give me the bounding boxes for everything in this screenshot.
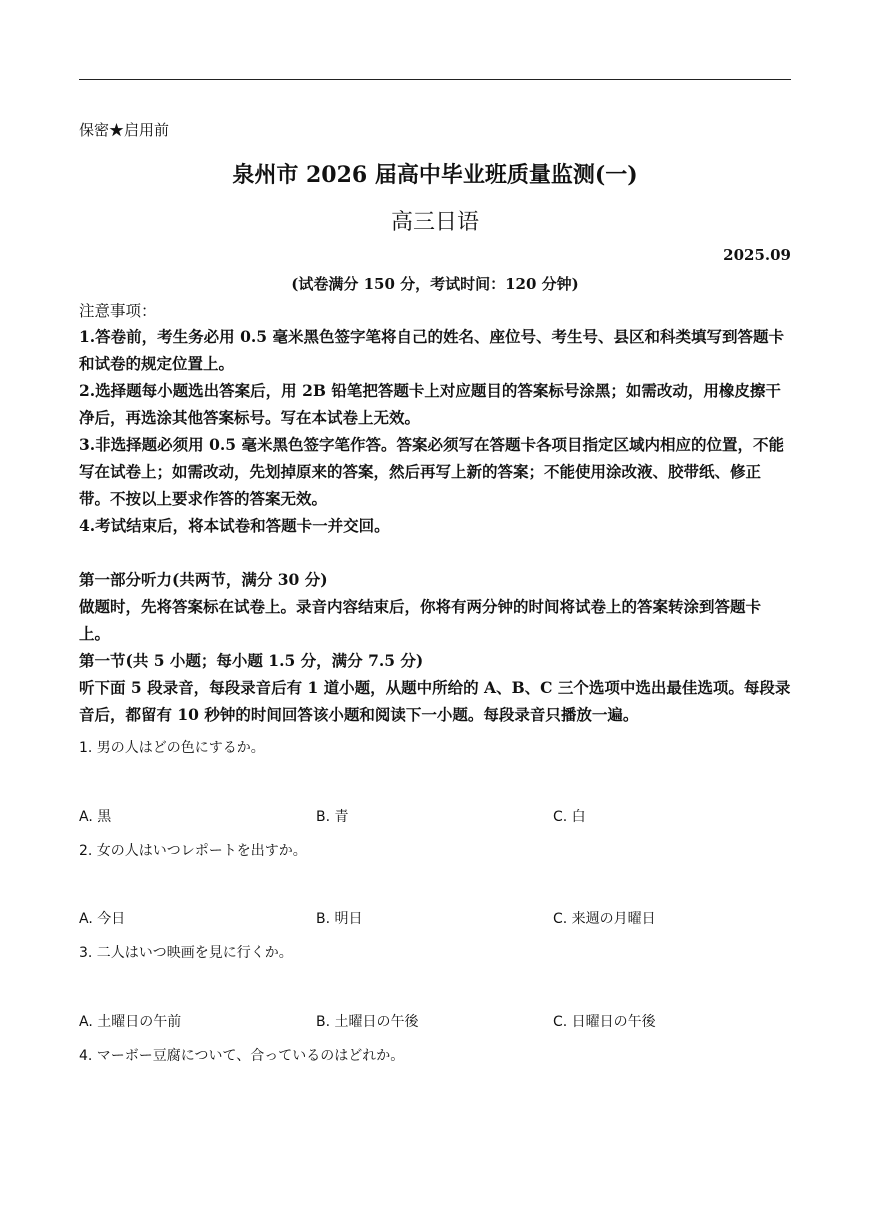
notice-list xyxy=(79,323,791,539)
question-2-option-b: B. 明日 xyxy=(316,911,363,927)
section-title: 第一节(共 5 小题；每小题 1.5 分，满分 7.5 分) xyxy=(79,651,424,670)
notice-item: 1.答卷前，考生务必用 0.5 毫米黑色签字笔将自己的姓名、座位号、考生号、县区和科类填写到答题卡和试卷的规定位置上。 xyxy=(79,327,784,373)
confidential-label: 保密★启用前 xyxy=(79,121,170,139)
header-rule xyxy=(79,79,791,80)
exam-subject: 高三日语 xyxy=(390,210,479,235)
question-1-option-b: B. 青 xyxy=(316,809,349,825)
notice-item: 2.选择题每小题选出答案后，用 2B 铅笔把答题卡上对应题目的答案标号涂黑；如需改动，用橡皮擦干净后，再选涂其他答案标号。写在本试卷上无效。 xyxy=(79,381,781,427)
listening-section xyxy=(79,566,791,728)
part-instruction: 做题时，先将答案标在试卷上。录音内容结束后，你将有两分钟的时间将试卷上的答案转涂到答题卡上。 xyxy=(79,597,762,643)
question-3-option-b: B. 土曜日の午後 xyxy=(316,1014,419,1030)
question-1: 1. 男の人はどの色にするか。 xyxy=(79,740,265,756)
question-3-option-c: C. 日曜日の午後 xyxy=(553,1014,656,1030)
question-2-option-c: C. 来週の月曜日 xyxy=(553,911,656,927)
question-1-option-a: A. 黒 xyxy=(79,809,112,825)
exam-date: 2025.09 xyxy=(723,246,791,264)
question-1-option-c: C. 白 xyxy=(553,809,586,825)
question-2: 2. 女の人はいつレポートを出すか。 xyxy=(79,843,307,859)
exam-info: (试卷满分 150 分，考试时间：120 分钟) xyxy=(291,275,579,293)
exam-title: 泉州市 2026 届高中毕业班质量监测(一) xyxy=(232,162,638,188)
part-title: 第一部分听力(共两节，满分 30 分) xyxy=(79,570,328,589)
notice-title: 注意事项： xyxy=(79,302,157,320)
question-2-option-a: A. 今日 xyxy=(79,911,126,927)
question-3: 3. 二人はいつ映画を見に行くか。 xyxy=(79,945,293,961)
question-4: 4. マーボー豆腐について、合っているのはどれか。 xyxy=(79,1048,405,1064)
notice-item: 4.考试结束后，将本试卷和答题卡一并交回。 xyxy=(79,516,390,535)
question-3-option-a: A. 土曜日の午前 xyxy=(79,1014,182,1030)
section-instruction: 听下面 5 段录音，每段录音后有 1 道小题，从题中所给的 A、B、C 三个选项中选出最佳选项。每段录音后，都留有 10 秒钟的时间回答该小题和阅读下一小题。每段录音只播放一遍。 xyxy=(79,678,791,724)
notice-item: 3.非选择题必须用 0.5 毫米黑色签字笔作答。答案必须写在答题卡各项目指定区域内相应的位置，不能写在试卷上；如需改动，先划掉原来的答案，然后再写上新的答案；不能使用涂改液、胶带纸、修正带。不按以上要求作答的答案无效。 xyxy=(79,435,784,508)
